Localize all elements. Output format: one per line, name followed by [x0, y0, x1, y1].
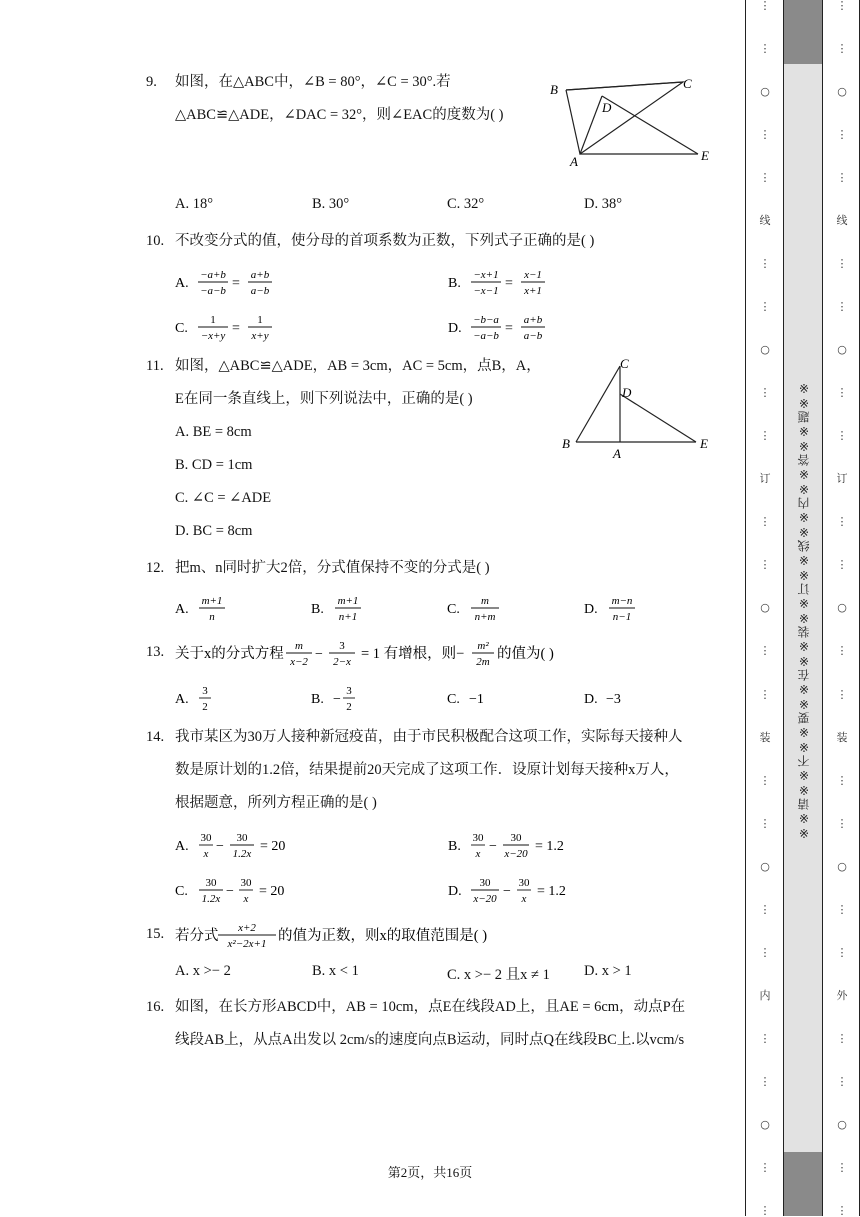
option-d[interactable] [584, 595, 635, 623]
svg-text:D.: D. [448, 321, 462, 336]
option-b[interactable] [311, 595, 361, 623]
svg-text:1.2x: 1.2x [201, 893, 221, 905]
figure-label: A [613, 446, 621, 461]
svg-text:−a−b: −a−b [200, 285, 226, 297]
question-12 [146, 552, 726, 585]
question-text: △ABC≌△ADE，∠DAC = 32°，则∠EAC的度数为( ) [175, 107, 504, 123]
option-d[interactable] [584, 692, 621, 707]
option-b[interactable] [448, 269, 545, 297]
svg-text:= 1.2: = 1.2 [537, 884, 566, 899]
svg-text:n: n [209, 611, 215, 623]
svg-text:B.: B. [311, 692, 324, 707]
svg-text:x+y: x+y [251, 330, 269, 342]
svg-text:−b−a: −b−a [473, 314, 499, 326]
svg-text:x+2: x+2 [238, 922, 256, 934]
svg-text:x: x [203, 848, 209, 860]
option-d[interactable]: D. x > 1 [584, 963, 632, 979]
option-d[interactable] [448, 314, 545, 342]
svg-text:2−x: 2−x [333, 656, 351, 668]
page-number: 第2页，共16页 [387, 1165, 473, 1180]
svg-text:30: 30 [479, 877, 491, 889]
svg-text:B.: B. [448, 839, 461, 854]
binding-char: 订 [759, 472, 771, 486]
figure-label: A [570, 154, 578, 169]
svg-text:m²: m² [477, 640, 489, 652]
binding-char: 装 [759, 730, 771, 744]
binding-char: 外 [836, 988, 848, 1002]
question-text: 根据题意，所列方程正确的是( ) [175, 795, 377, 811]
question-number: 10. [146, 233, 165, 249]
svg-text:30: 30 [240, 877, 252, 889]
binding-outer-column: ⋮ ⋮ ○ ⋮ ⋮ 线 ⋮ ⋮ ○ ⋮ ⋮ 订 ⋮ ⋮ ○ ⋮ ⋮ 装 ⋮ ⋮ ○ ⋮ ⋮ 外 ⋮ ⋮ ○ ⋮ ⋮ [836, 0, 848, 1217]
binding-notice [784, 365, 822, 855]
svg-text:B.: B. [448, 276, 461, 291]
svg-text:=: = [232, 276, 240, 291]
question-13-text [173, 634, 593, 674]
binding-line [822, 0, 823, 1216]
question-text: 线段AB上，从点A出发以 2cm/s的速度向点B运动，同时点Q在线段BC上.以vcm/s [175, 1032, 685, 1048]
option-a[interactable] [175, 832, 285, 860]
question-number: 15. [146, 926, 165, 942]
option-c[interactable]: C. x >− 2 且x ≠ 1 [447, 967, 550, 983]
option-c[interactable] [175, 314, 272, 342]
svg-text:2: 2 [202, 701, 208, 713]
svg-text:a−b: a−b [250, 285, 270, 297]
svg-text:30: 30 [236, 832, 248, 844]
option-a[interactable] [175, 595, 225, 623]
option-b[interactable]: B. CD = 1cm [175, 457, 253, 473]
question-15-text [173, 916, 593, 956]
svg-text:3: 3 [346, 685, 352, 697]
svg-text:C.: C. [447, 692, 460, 707]
svg-text:m−n: m−n [611, 595, 633, 607]
question-text: 如图，△ABC≌△ADE，AB = 3cm，AC = 5cm，点B，A， [175, 358, 541, 374]
figure-label: E [701, 148, 709, 163]
question-text: 如图，在△ABC中，∠B = 80°，∠C = 30°.若 [175, 74, 451, 90]
option-d[interactable]: D. BC = 8cm [175, 523, 253, 539]
svg-text:30: 30 [510, 832, 522, 844]
svg-text:−x+1: −x+1 [473, 269, 499, 281]
svg-text:a−b: a−b [523, 330, 543, 342]
svg-text:=: = [505, 321, 513, 336]
binding-char: 线 [759, 214, 771, 228]
svg-text:的值为( ): 的值为( ) [497, 646, 554, 662]
svg-text:A.: A. [175, 692, 189, 707]
question-text: 把m、n同时扩大2倍，分式值保持不变的分式是( ) [175, 560, 490, 576]
question-text: 如图，在长方形ABCD中，AB = 10cm，点E在线段AD上，且AE = 6cm，动点P在 [175, 999, 686, 1015]
option-c[interactable]: C. 32° [447, 196, 485, 212]
option-b[interactable] [448, 832, 564, 860]
svg-text:1.2x: 1.2x [232, 848, 252, 860]
options-13 [173, 680, 643, 722]
svg-text:30: 30 [200, 832, 212, 844]
svg-text:=: = [232, 321, 240, 336]
svg-text:1: 1 [257, 314, 263, 326]
svg-text:D.: D. [584, 602, 598, 617]
option-a[interactable]: A. 18° [175, 196, 214, 212]
svg-text:x: x [475, 848, 481, 860]
svg-text:D.: D. [448, 884, 462, 899]
option-d[interactable]: D. 38° [584, 196, 623, 212]
question-number: 14. [146, 729, 165, 745]
svg-text:B.: B. [311, 602, 324, 617]
svg-text:30: 30 [518, 877, 530, 889]
svg-text:3: 3 [339, 640, 345, 652]
option-c[interactable] [447, 692, 484, 707]
svg-text:−a−b: −a−b [473, 330, 499, 342]
figure-label: C [620, 356, 629, 371]
figure-label: D [622, 385, 632, 400]
option-b[interactable]: B. x < 1 [312, 963, 359, 979]
svg-text:m+1: m+1 [337, 595, 359, 607]
figure-label: D [602, 100, 612, 115]
figure-label: B [550, 82, 558, 97]
svg-text:m: m [481, 595, 489, 607]
svg-text:x: x [243, 893, 249, 905]
question-text: 数是原计划的1.2倍，结果提前20天完成了这项工作．设原计划每天接种x万人， [175, 762, 679, 778]
question-10 [146, 225, 726, 258]
svg-text:x−20: x−20 [504, 848, 528, 860]
svg-text:n−1: n−1 [612, 611, 632, 623]
question-text: 关于x的分式方程 [175, 646, 284, 662]
svg-text:C.: C. [175, 321, 188, 336]
svg-text:A.: A. [175, 276, 189, 291]
svg-text:−: − [503, 884, 511, 899]
option-b[interactable]: B. 30° [312, 196, 350, 212]
triangle-figure-9 [540, 72, 720, 172]
svg-text:−x−1: −x−1 [473, 285, 499, 297]
binding-char: 线 [836, 214, 848, 228]
svg-text:3: 3 [202, 685, 208, 697]
svg-text:−3: −3 [606, 692, 621, 707]
svg-text:n+m: n+m [474, 611, 496, 623]
figure-label: E [700, 436, 708, 451]
options-12 [173, 590, 643, 632]
svg-text:−: − [333, 692, 341, 707]
binding-char: 内 [759, 988, 771, 1002]
question-text: 不改变分式的值，使分母的首项系数为正数，下列式子正确的是( ) [175, 233, 595, 249]
question-text: E在同一条直线上，则下列说法中，正确的是( ) [175, 391, 473, 407]
svg-text:x: x [521, 893, 527, 905]
option-a[interactable]: A. BE = 8cm [175, 424, 252, 440]
option-d[interactable] [448, 877, 566, 905]
question-number: 13. [146, 644, 165, 660]
svg-text:m: m [295, 640, 303, 652]
svg-text:C.: C. [447, 602, 460, 617]
svg-text:−a+b: −a+b [200, 269, 226, 281]
svg-text:1: 1 [210, 314, 216, 326]
question-number: 9. [146, 74, 157, 90]
svg-text:x²−2x+1: x²−2x+1 [227, 938, 267, 950]
binding-cap-bottom [784, 1152, 822, 1216]
binding-char: 订 [836, 472, 848, 486]
svg-text:a+b: a+b [523, 314, 543, 326]
svg-text:= 1.2: = 1.2 [535, 839, 564, 854]
svg-text:= 1 有增根，则−: = 1 有增根，则− [361, 646, 465, 662]
svg-text:−: − [216, 839, 224, 854]
svg-text:2m: 2m [476, 656, 490, 668]
binding-line [745, 0, 746, 1216]
svg-text:−x+y: −x+y [200, 330, 226, 342]
option-a[interactable] [175, 269, 272, 297]
svg-text:x−1: x−1 [524, 269, 542, 281]
svg-text:x−2: x−2 [290, 656, 308, 668]
binding-char: 装 [836, 730, 848, 744]
option-c[interactable] [175, 877, 284, 905]
figure-label: B [562, 436, 570, 451]
svg-text:D.: D. [584, 692, 598, 707]
svg-text:C.: C. [175, 884, 188, 899]
question-text: 我市某区为30万人接种新冠疫苗，由于市民积极配合这项工作，实际每天接种人 [175, 729, 683, 745]
svg-text:= 20: = 20 [259, 884, 285, 899]
svg-text:的值为正数，则x的取值范围是( ): 的值为正数，则x的取值范围是( ) [278, 928, 488, 944]
option-a[interactable]: A. x >− 2 [175, 963, 231, 979]
svg-text:= 20: = 20 [260, 839, 286, 854]
svg-text:a+b: a+b [250, 269, 270, 281]
svg-text:30: 30 [472, 832, 484, 844]
svg-text:x+1: x+1 [524, 285, 542, 297]
question-number: 16. [146, 999, 165, 1015]
binding-cap-top [784, 0, 822, 64]
question-text: 若分式 [175, 928, 219, 944]
option-b[interactable] [311, 685, 355, 713]
svg-text:−1: −1 [469, 692, 484, 707]
binding-notice-text: ※※请※※不※※要※※在※※装※※订※※线※※内※※答※※题※※ [796, 380, 811, 840]
option-c[interactable] [447, 595, 499, 623]
question-14 [146, 721, 726, 820]
svg-text:30: 30 [205, 877, 217, 889]
question-number: 12. [146, 560, 165, 576]
svg-text:2: 2 [346, 701, 352, 713]
figure-label: C [683, 76, 692, 91]
option-c[interactable]: C. ∠C = ∠ADE [175, 490, 272, 506]
binding-inner-column: ⋮ ⋮ ○ ⋮ ⋮ 线 ⋮ ⋮ ○ ⋮ ⋮ 订 ⋮ ⋮ ○ ⋮ ⋮ 装 ⋮ ⋮ ○ ⋮ ⋮ 内 ⋮ ⋮ ○ ⋮ ⋮ [759, 0, 771, 1217]
question-16 [146, 991, 726, 1057]
svg-text:A.: A. [175, 602, 189, 617]
svg-text:x−20: x−20 [473, 893, 497, 905]
triangle-figure-11 [556, 356, 716, 464]
svg-text:A.: A. [175, 839, 189, 854]
options-14 [173, 826, 613, 912]
svg-text:−: − [315, 647, 323, 662]
svg-text:m+1: m+1 [201, 595, 223, 607]
svg-text:−: − [226, 884, 234, 899]
svg-text:n+1: n+1 [338, 611, 358, 623]
svg-text:=: = [505, 276, 513, 291]
question-number: 11. [146, 358, 164, 374]
svg-text:−: − [489, 839, 497, 854]
option-a[interactable] [175, 685, 211, 713]
options-10 [173, 262, 593, 346]
